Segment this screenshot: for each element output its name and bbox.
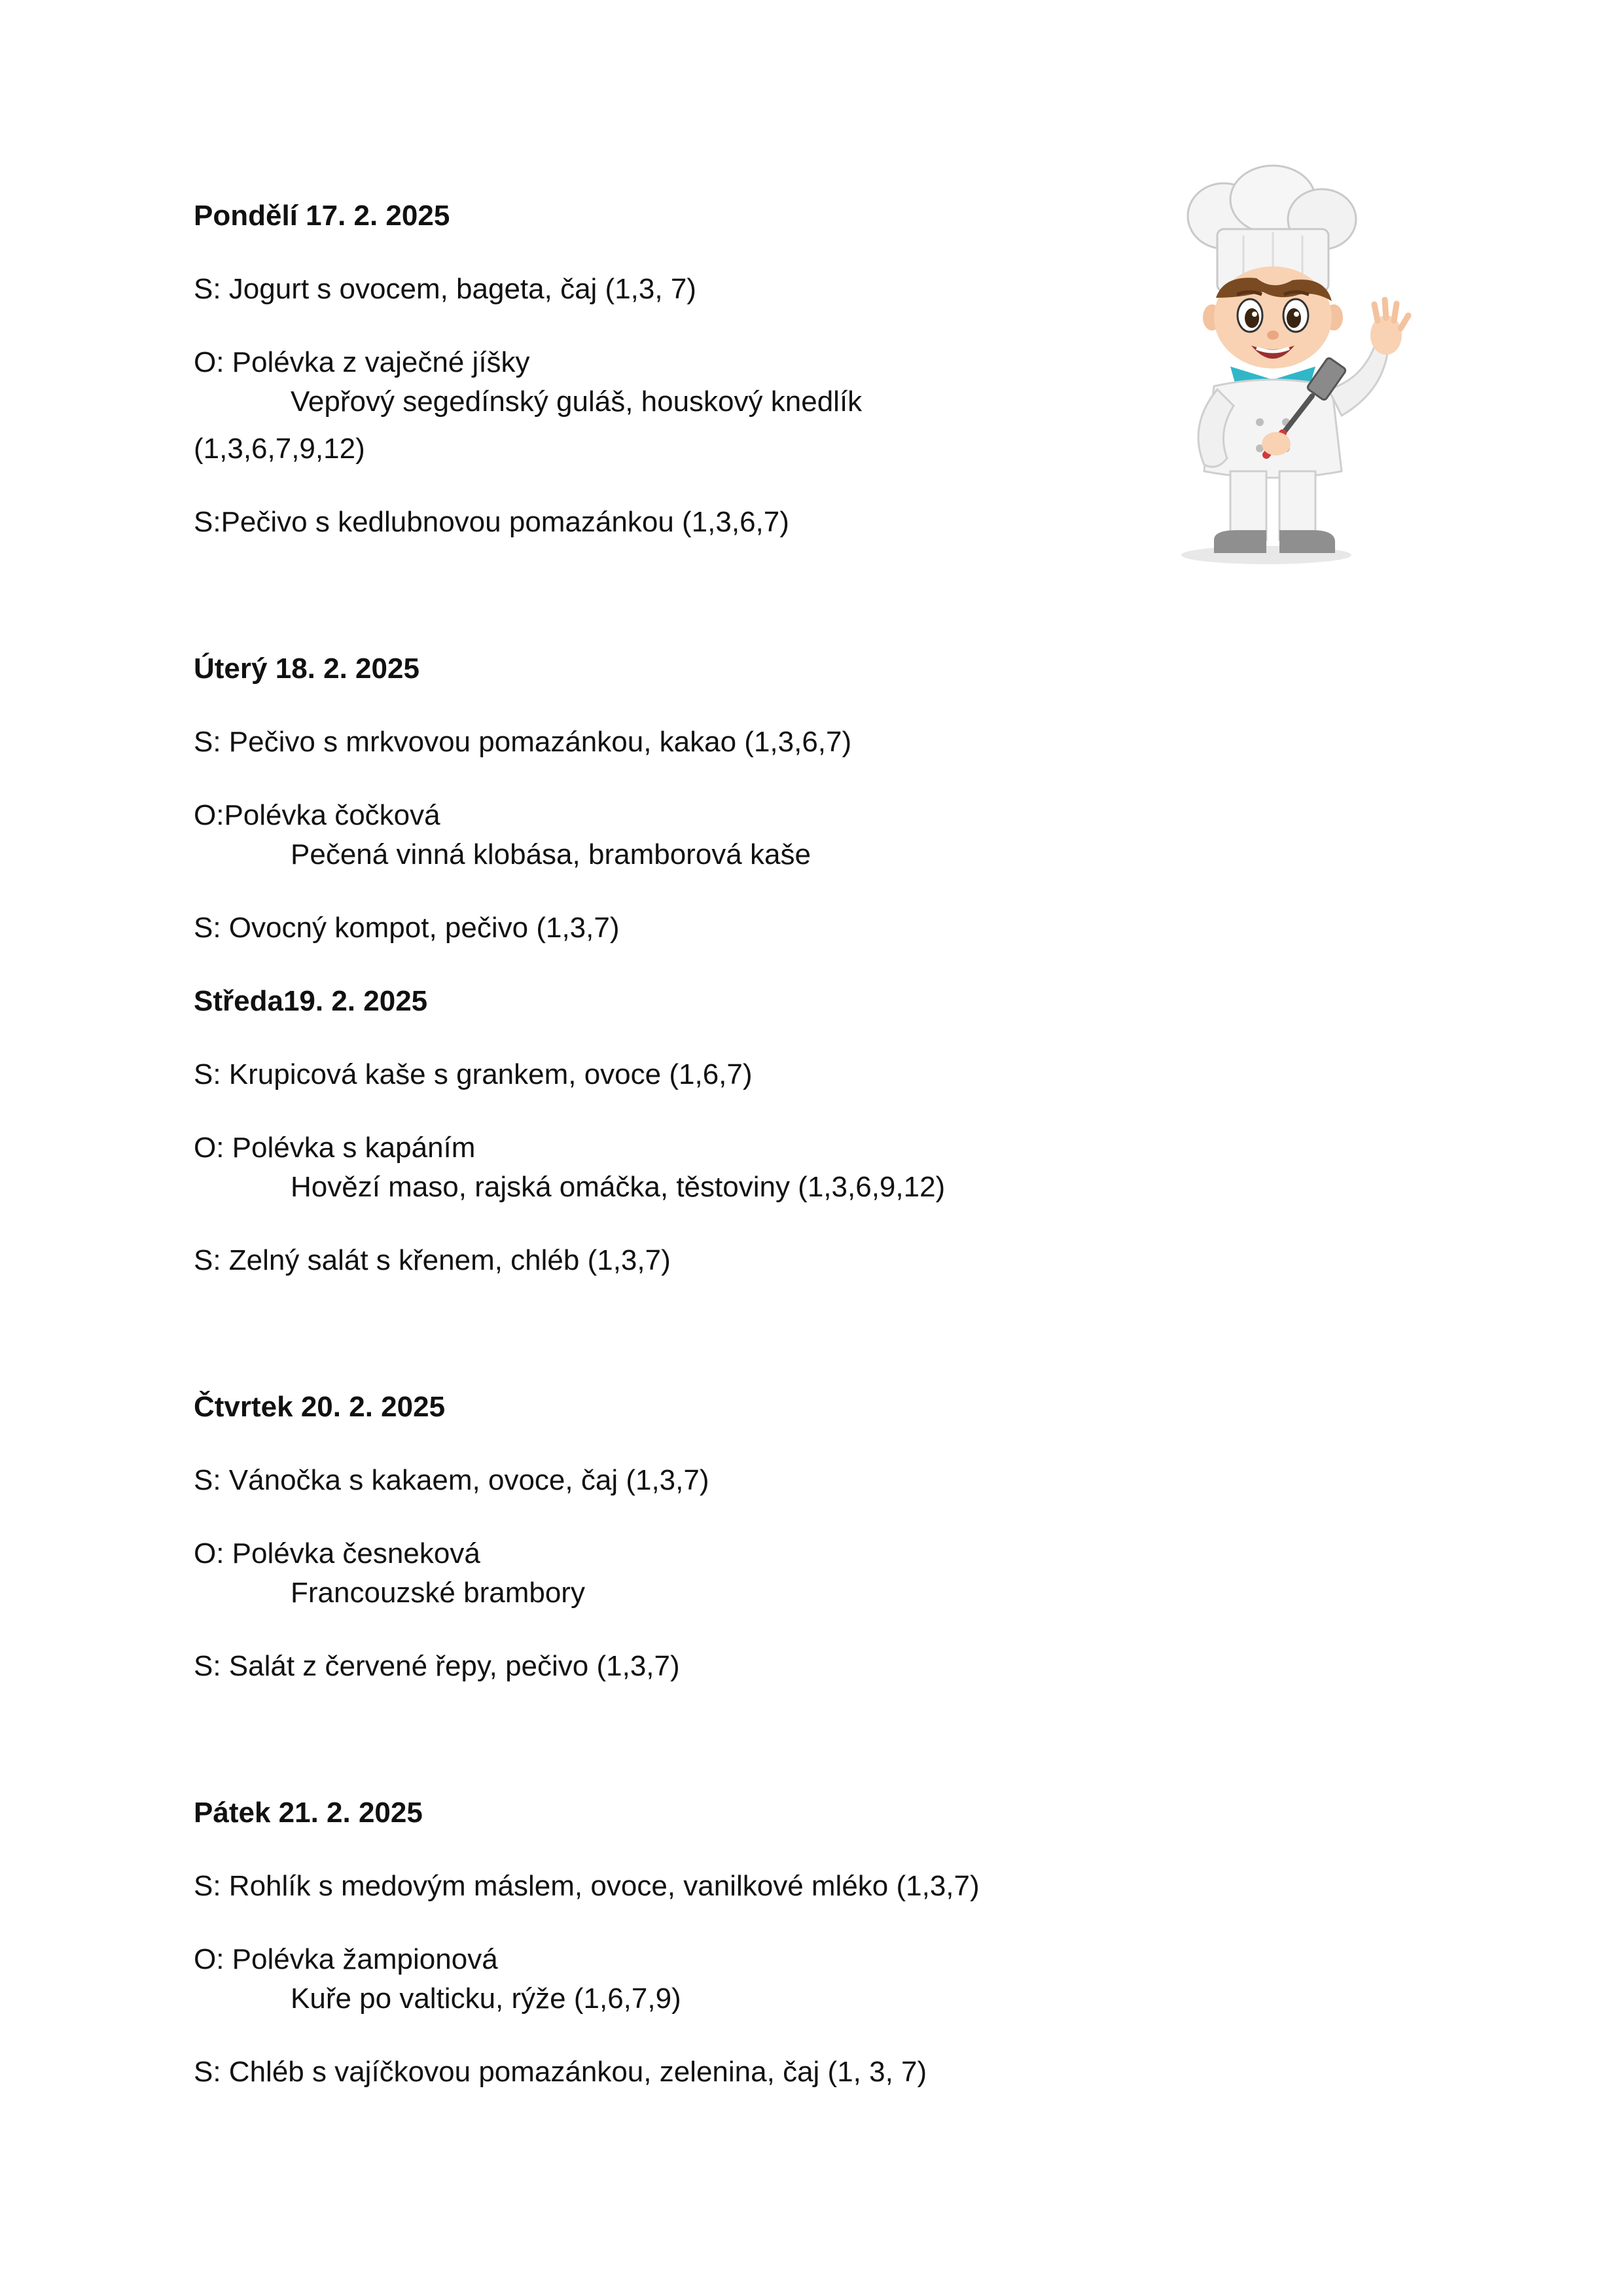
chef-cartoon-icon [1152,164,1414,569]
monday-lunch-main: Vepřový segedínský guláš, houskový knedlík [291,386,863,418]
thursday-snack: S: Salát z červené řepy, pečivo (1,3,7) [194,1650,680,1682]
thursday-lunch-main: Francouzské brambory [291,1577,585,1609]
thursday-lunch-soup: O: Polévka česneková [194,1537,480,1570]
day-heading-thursday: Čtvrtek 20. 2. 2025 [194,1391,446,1423]
friday-lunch-soup: O: Polévka žampionová [194,1943,498,1975]
friday-breakfast: S: Rohlík s medovým máslem, ovoce, vanilkové mléko (1,3,7) [194,1870,980,1902]
monday-snack: S:Pečivo s kedlubnovou pomazánkou (1,3,6,7) [194,506,789,538]
day-heading-monday: Pondělí 17. 2. 2025 [194,200,450,232]
wednesday-lunch-main: Hovězí maso, rajská omáčka, těstoviny (1,3,6,9,12) [291,1171,946,1203]
tuesday-breakfast: S: Pečivo s mrkvovou pomazánkou, kakao (1,3,6,7) [194,726,852,758]
wednesday-snack: S: Zelný salát s křenem, chléb (1,3,7) [194,1244,671,1276]
tuesday-lunch-soup: O:Polévka čočková [194,799,440,831]
friday-lunch-main: Kuře po valticku, rýže (1,6,7,9) [291,1982,681,2015]
tuesday-snack: S: Ovocný kompot, pečivo (1,3,7) [194,912,620,944]
friday-snack: S: Chléb s vajíčkovou pomazánkou, zelenina, čaj (1, 3, 7) [194,2056,927,2088]
wednesday-lunch-soup: O: Polévka s kapáním [194,1132,476,1164]
monday-lunch-allergens: (1,3,6,7,9,12) [194,433,365,465]
wednesday-breakfast: S: Krupicová kaše s grankem, ovoce (1,6,7) [194,1058,753,1090]
thursday-breakfast: S: Vánočka s kakaem, ovoce, čaj (1,3,7) [194,1464,709,1496]
day-heading-wednesday: Středa19. 2. 2025 [194,985,428,1017]
monday-breakfast: S: Jogurt s ovocem, bageta, čaj (1,3, 7) [194,273,696,305]
monday-lunch-soup: O: Polévka z vaječné jíšky [194,346,530,378]
day-heading-tuesday: Úterý 18. 2. 2025 [194,653,419,685]
day-heading-friday: Pátek 21. 2. 2025 [194,1797,423,1829]
tuesday-lunch-main: Pečená vinná klobása, bramborová kaše [291,838,811,870]
